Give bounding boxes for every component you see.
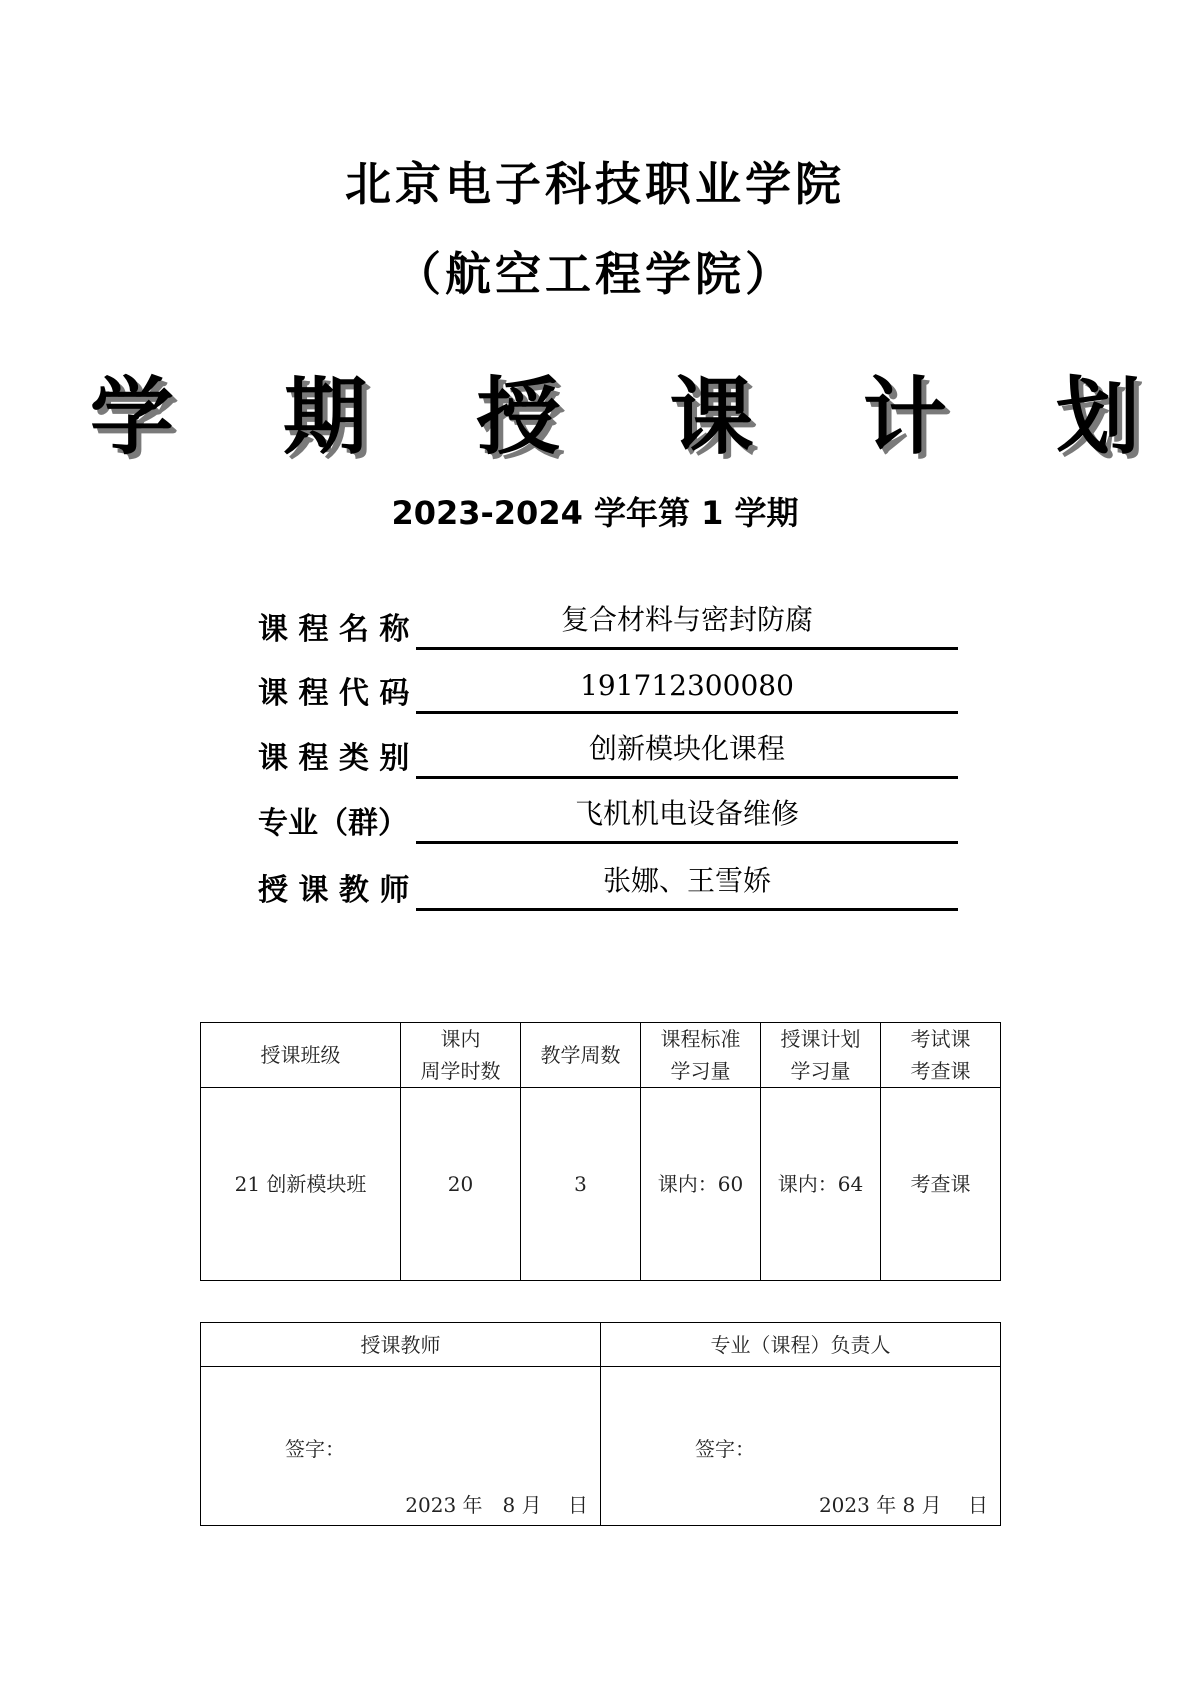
header-class-text: 授课班级 bbox=[260, 1043, 341, 1067]
header-weekly-hours-line2: 周学时数 bbox=[420, 1059, 501, 1083]
header-standard-load-line1: 课程标准 bbox=[660, 1027, 741, 1051]
header-exam-type bbox=[881, 1023, 1001, 1088]
field-course-name bbox=[258, 590, 958, 650]
document-title: 学 期 授 课 计 划 bbox=[89, 368, 1181, 466]
signature-header-teacher: 授课教师 bbox=[201, 1323, 601, 1367]
course-code-value: 191712300080 bbox=[580, 669, 794, 702]
teacher-underline bbox=[416, 908, 958, 911]
leader-sign-label: 签字： bbox=[695, 1437, 755, 1461]
header-weekly-hours bbox=[401, 1023, 521, 1088]
table-row bbox=[201, 1088, 1001, 1281]
course-name-label: 课 程 名 称 bbox=[258, 612, 410, 647]
field-course-code bbox=[258, 654, 958, 714]
header-plan-load bbox=[761, 1023, 881, 1088]
course-type-underline bbox=[416, 776, 958, 779]
major-label: 专业（群） bbox=[258, 806, 408, 841]
major-underline bbox=[416, 841, 958, 844]
leader-signature-cell[interactable] bbox=[601, 1367, 1001, 1526]
header-standard-load bbox=[641, 1023, 761, 1088]
cell-weeks: 3 bbox=[521, 1088, 641, 1281]
header-exam-type-line1: 考试课 bbox=[910, 1027, 971, 1051]
course-code-underline bbox=[416, 711, 958, 714]
field-teacher bbox=[258, 851, 958, 911]
cell-class: 21 创新模块班 bbox=[201, 1088, 401, 1281]
signature-table bbox=[200, 1322, 1001, 1526]
teacher-label: 授 课 教 师 bbox=[258, 873, 410, 908]
course-name-underline bbox=[416, 647, 958, 650]
cell-weekly-hours: 20 bbox=[401, 1088, 521, 1281]
header-standard-load-line2: 学习量 bbox=[670, 1059, 731, 1083]
teacher-value: 张娜、王雪娇 bbox=[602, 864, 771, 897]
academic-term: 2023-2024 学年第 1 学期 bbox=[391, 494, 799, 532]
field-major bbox=[258, 784, 958, 844]
header-weeks-text: 教学周数 bbox=[540, 1043, 621, 1067]
header-plan-load-line1: 授课计划 bbox=[780, 1027, 861, 1051]
header-class bbox=[201, 1023, 401, 1088]
header-plan-load-line2: 学习量 bbox=[790, 1059, 851, 1083]
header-weeks bbox=[521, 1023, 641, 1088]
school-name: 北京电子科技职业学院 bbox=[345, 157, 845, 211]
cell-exam-type: 考查课 bbox=[881, 1088, 1001, 1281]
course-name-value: 复合材料与密封防腐 bbox=[560, 603, 813, 636]
course-type-label: 课 程 类 别 bbox=[258, 741, 410, 776]
signature-header-row bbox=[201, 1323, 1001, 1367]
major-value: 飞机机电设备维修 bbox=[574, 797, 799, 830]
leader-sign-date: 2023 年 8 月 日 bbox=[818, 1493, 988, 1517]
field-course-type bbox=[258, 719, 958, 779]
teacher-signature-cell[interactable] bbox=[201, 1367, 601, 1526]
teacher-sign-label: 签字： bbox=[285, 1437, 345, 1461]
teacher-sign-date: 2023 年 8 月 日 bbox=[405, 1493, 588, 1517]
course-code-label: 课 程 代 码 bbox=[258, 676, 410, 711]
course-type-value: 创新模块化课程 bbox=[588, 732, 785, 765]
header-weekly-hours-line1: 课内 bbox=[440, 1027, 481, 1051]
header-exam-type-line2: 考查课 bbox=[910, 1059, 971, 1083]
cell-plan-load: 课内：64 bbox=[761, 1088, 881, 1281]
cell-standard-load: 课内：60 bbox=[641, 1088, 761, 1281]
college-name: （航空工程学院） bbox=[395, 247, 795, 301]
course-info-table bbox=[200, 1022, 1001, 1281]
signature-row bbox=[201, 1367, 1001, 1526]
info-table-header-row bbox=[201, 1023, 1001, 1088]
signature-header-leader: 专业（课程）负责人 bbox=[601, 1323, 1001, 1367]
